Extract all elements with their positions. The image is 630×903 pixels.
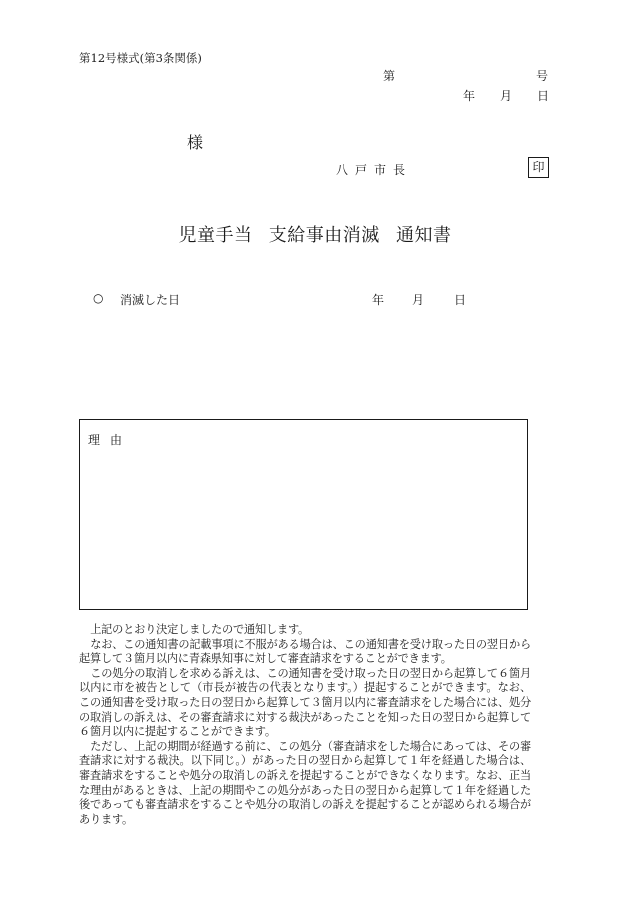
extinguished-month-label: 月	[412, 293, 425, 307]
extinguished-year-label: 年	[372, 293, 385, 307]
issue-year-label: 年	[463, 89, 476, 103]
form-number: 第12号様式(第3条関係)	[79, 51, 202, 65]
title-notice: 通知書	[395, 225, 452, 246]
issue-day-label: 日	[537, 89, 550, 103]
issue-month-label: 月	[500, 89, 513, 103]
extinguished-date-label: 消滅した日	[120, 293, 181, 307]
notice-lawsuit: この処分の取消しを求める訴えは、この通知書を受け取った日の翌日から起算して６箇月以内に市を被告として（市長が被告の代表となります。）提起することができます。なお、この通知書を受け取った日の翌日から起算して３箇月以内に審査請求をした場合には、処分の取消しの訴えは、その審査請求に対する裁決があったことを知った日の翌日から起算して６箇月以内に提起することができます。	[79, 666, 531, 739]
bullet-circle: ○	[93, 291, 104, 305]
document-number-prefix: 第	[383, 69, 396, 83]
notice-review-request: なお、この通知書の記載事項に不服がある場合は、この通知書を受け取った日の翌日から起算して３箇月以内に青森県知事に対して審査請求をすることができます。	[79, 637, 531, 666]
title-allowance: 児童手当	[178, 225, 253, 246]
sender-mayor: 八戸市長	[336, 163, 413, 177]
title-cause: 支給事由消滅	[268, 225, 380, 246]
document-number-suffix: 号	[536, 69, 549, 83]
extinguished-day-label: 日	[454, 293, 467, 307]
reason-box[interactable]	[79, 419, 528, 610]
notice-time-limit: ただし、上記の期間が経過する前に、この処分（審査請求をした場合にあっては、その審査請求に対する裁決。以下同じ。）があった日の翌日から起算して１年を経過した場合は、審査請求をすることや処分の取消しの訴えを提起することができなくなります。なお、正当な理由があるときは、上記の期間やこの処分があった日の翌日から起算して１年を経過した後であっても審査請求をすることや処分の取消しの訴えを提起することが認められる場合があります。	[79, 739, 531, 826]
legal-notice	[79, 623, 531, 827]
seal-box: 印	[528, 157, 549, 178]
notice-decision-line: 上記のとおり決定しましたので通知します。	[90, 623, 310, 636]
reason-label: 理由	[88, 433, 133, 447]
document-title	[0, 221, 630, 247]
addressee-honorific: 様	[187, 133, 204, 152]
